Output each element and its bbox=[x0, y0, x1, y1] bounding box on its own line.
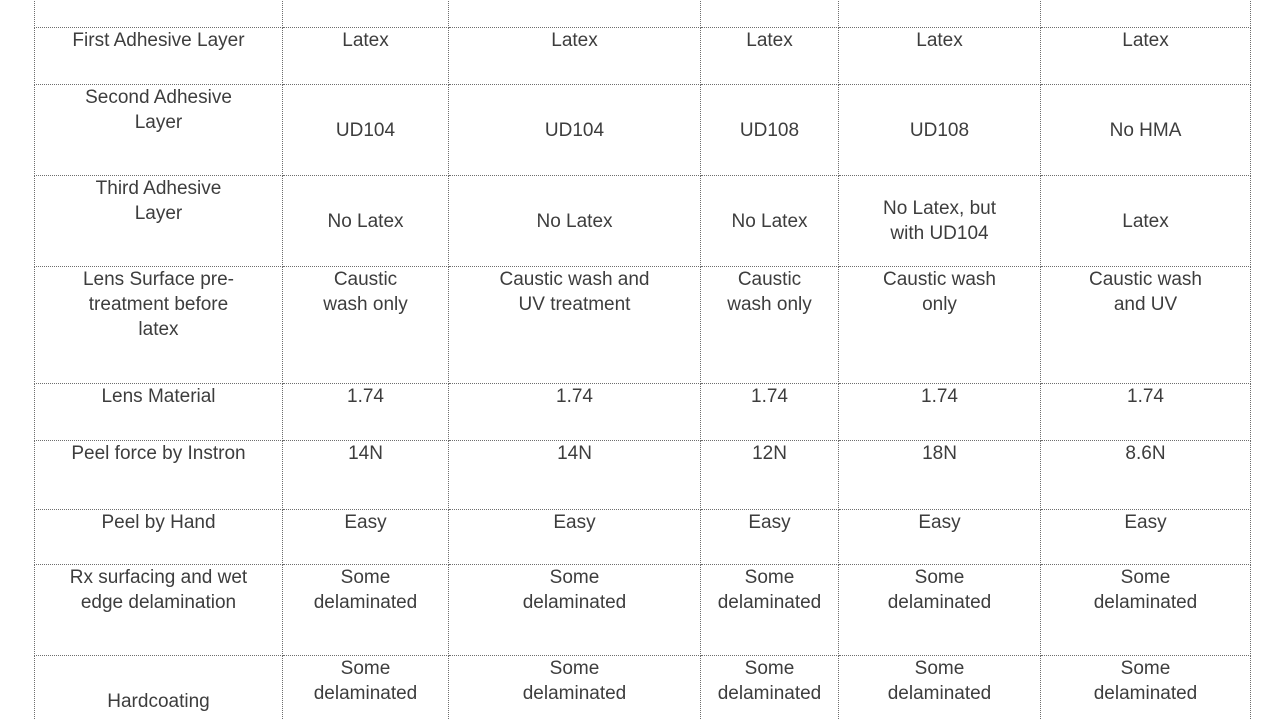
table-cell: Caustic wash and UV treatment bbox=[449, 267, 701, 384]
row-label: Rx surfacing and wet edge delamination bbox=[35, 565, 283, 656]
table-row-header bbox=[35, 0, 1251, 28]
row-label: First Adhesive Layer bbox=[35, 28, 283, 85]
table-cell: No HMA bbox=[1041, 85, 1251, 176]
table-cell: Easy bbox=[839, 510, 1041, 565]
table-cell: Latex bbox=[283, 28, 449, 85]
table-cell: Some delaminated bbox=[701, 656, 839, 720]
table-cell: No Latex, but with UD104 bbox=[839, 176, 1041, 267]
table-cell: Latex bbox=[1041, 176, 1251, 267]
row-label: Lens Surface pre- treatment before latex bbox=[35, 267, 283, 384]
table-cell bbox=[449, 0, 701, 28]
table-cell: No Latex bbox=[283, 176, 449, 267]
table-cell: Some delaminated bbox=[449, 565, 701, 656]
adhesive-comparison-table bbox=[34, 0, 1251, 720]
table-cell: 1.74 bbox=[839, 384, 1041, 441]
table-cell: Easy bbox=[701, 510, 839, 565]
table-row-first-adhesive-layer bbox=[35, 28, 1251, 85]
table-cell: Some delaminated bbox=[283, 656, 449, 720]
table-cell: 8.6N bbox=[1041, 441, 1251, 510]
table-row-second-adhesive-layer bbox=[35, 85, 1251, 176]
row-label: Second Adhesive Layer bbox=[35, 85, 283, 176]
table-row-rx-surfacing-wet-edge-delamination bbox=[35, 565, 1251, 656]
table-cell: Easy bbox=[283, 510, 449, 565]
table-cell: UD108 bbox=[839, 85, 1041, 176]
table-cell: UD104 bbox=[283, 85, 449, 176]
table-row-lens-material bbox=[35, 384, 1251, 441]
table-cell: 14N bbox=[449, 441, 701, 510]
table-cell: Some delaminated bbox=[449, 656, 701, 720]
table-cell: Latex bbox=[1041, 28, 1251, 85]
table-cell: Latex bbox=[449, 28, 701, 85]
table-row-third-adhesive-layer bbox=[35, 176, 1251, 267]
table-cell: Some delaminated bbox=[1041, 656, 1251, 720]
table-cell: 12N bbox=[701, 441, 839, 510]
table-cell: Easy bbox=[1041, 510, 1251, 565]
table-cell bbox=[283, 0, 449, 28]
table-cell bbox=[1041, 0, 1251, 28]
table-row-peel-by-hand bbox=[35, 510, 1251, 565]
table-cell: Latex bbox=[701, 28, 839, 85]
table-row-lens-surface-pretreatment bbox=[35, 267, 1251, 384]
row-label: Lens Material bbox=[35, 384, 283, 441]
table-row-peel-force-by-instron bbox=[35, 441, 1251, 510]
table-cell: 1.74 bbox=[1041, 384, 1251, 441]
table-cell: No Latex bbox=[449, 176, 701, 267]
table-cell: 1.74 bbox=[449, 384, 701, 441]
table-cell: 1.74 bbox=[701, 384, 839, 441]
table-cell: Some delaminated bbox=[1041, 565, 1251, 656]
table-cell: 18N bbox=[839, 441, 1041, 510]
table-cell: 1.74 bbox=[283, 384, 449, 441]
row-label: Third Adhesive Layer bbox=[35, 176, 283, 267]
table-cell: Latex bbox=[839, 28, 1041, 85]
row-label: Hardcoating bbox=[35, 656, 283, 720]
table-row-hardcoating bbox=[35, 656, 1251, 720]
row-label bbox=[35, 0, 283, 28]
table-cell: Caustic wash and UV bbox=[1041, 267, 1251, 384]
table-cell: Caustic wash only bbox=[283, 267, 449, 384]
table-cell bbox=[701, 0, 839, 28]
row-label: Peel by Hand bbox=[35, 510, 283, 565]
row-label: Peel force by Instron bbox=[35, 441, 283, 510]
table-cell: Some delaminated bbox=[701, 565, 839, 656]
table-cell: Some delaminated bbox=[839, 656, 1041, 720]
table-cell: Easy bbox=[449, 510, 701, 565]
table-cell: Caustic wash only bbox=[701, 267, 839, 384]
table-cell: 14N bbox=[283, 441, 449, 510]
table-cell: UD108 bbox=[701, 85, 839, 176]
table-cell bbox=[839, 0, 1041, 28]
table-cell: Some delaminated bbox=[283, 565, 449, 656]
table-cell: Some delaminated bbox=[839, 565, 1041, 656]
table-cell: UD104 bbox=[449, 85, 701, 176]
table-cell: No Latex bbox=[701, 176, 839, 267]
table-cell: Caustic wash only bbox=[839, 267, 1041, 384]
